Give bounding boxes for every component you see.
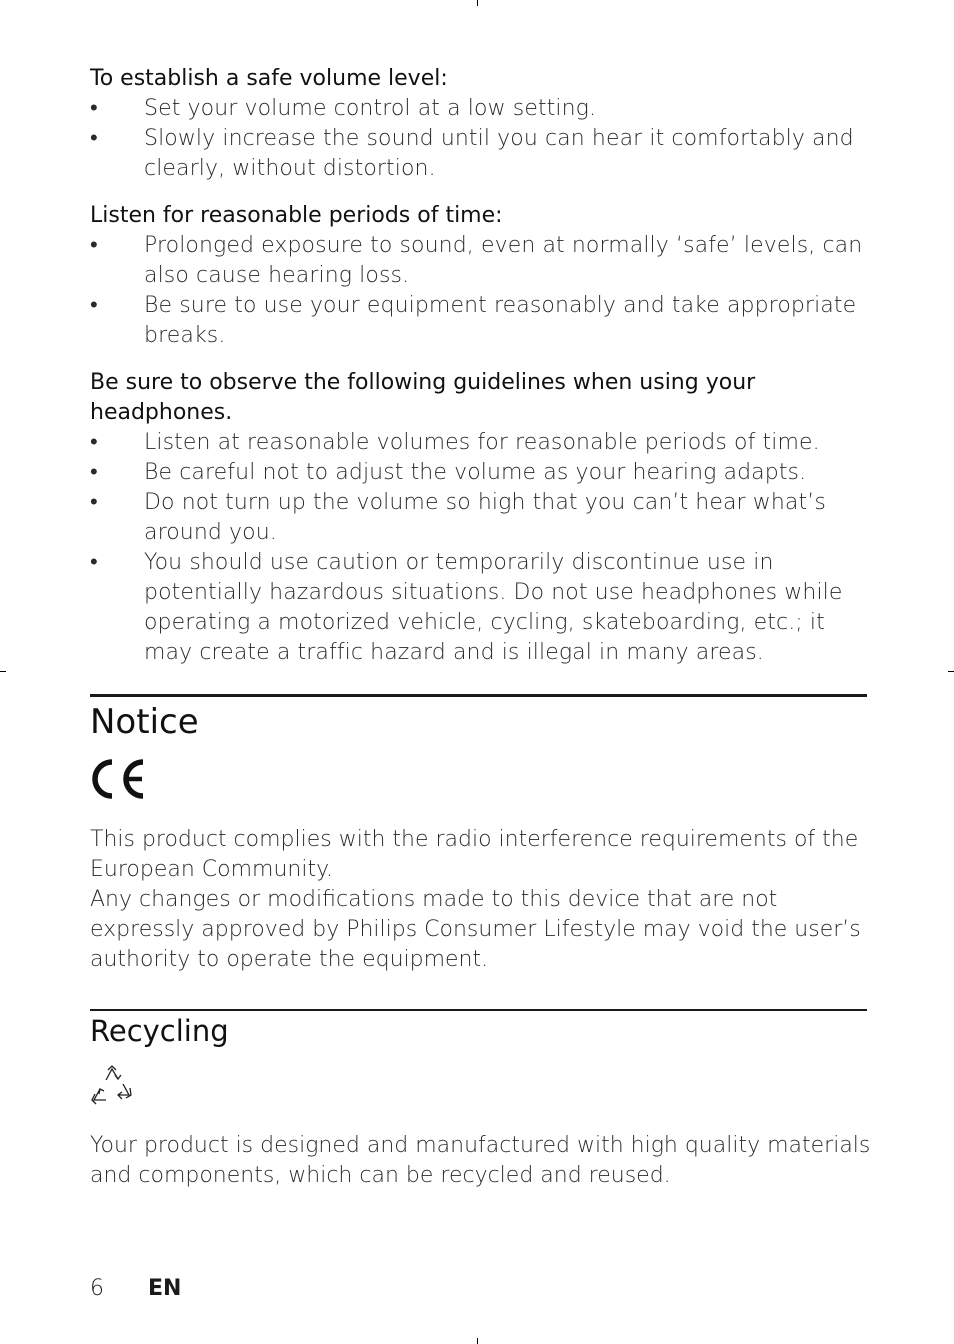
crop-mark (0, 671, 6, 672)
crop-mark (477, 1338, 478, 1344)
language-code: EN (148, 1276, 182, 1301)
list-item: • Listen at reasonable volumes for reasonable periods of time. (90, 428, 870, 458)
bullet: • (90, 96, 98, 121)
recycle-icon (90, 1064, 134, 1106)
safety-guidelines (90, 64, 870, 685)
periods-heading: Listen for reasonable periods of time: (90, 203, 503, 228)
recycling-paragraph: Your product is designed and manufactured with high quality materials and components, which can be recycled and reused. (90, 1133, 871, 1188)
ce-mark-icon (90, 758, 150, 800)
section-divider (90, 1009, 867, 1011)
safe-volume-heading: To establish a safe volume level: (90, 66, 448, 91)
guidelines-list (90, 428, 870, 668)
periods-list (90, 231, 870, 351)
page-number: 6 (90, 1276, 104, 1301)
bullet: • (90, 460, 98, 485)
list-item: • Be sure to use your equipment reasonably and take appropriate breaks. (90, 293, 857, 348)
bullet: • (90, 430, 98, 455)
list-item: • Be careful not to adjust the volume as your hearing adapts. (90, 458, 870, 488)
section-divider (90, 694, 867, 697)
bullet: • (90, 550, 98, 575)
safe-volume-list (90, 94, 870, 184)
guidelines-heading: Be sure to observe the following guidelines when using your headphones. (90, 370, 756, 425)
list-item: • Slowly increase the sound until you can hear it comfortably and clearly, without distortion. (90, 126, 854, 181)
list-item: • Set your volume control at a low setting. (90, 94, 870, 124)
recycling-title: Recycling (90, 1014, 229, 1048)
list-item: • Do not turn up the volume so high that you can’t hear what’s around you. (90, 490, 826, 545)
list-item: • Prolonged exposure to sound, even at normally ‘safe’ levels, can also cause hearing loss. (90, 233, 863, 288)
bullet: • (90, 233, 98, 258)
notice-paragraph-2: Any changes or modifications made to this device that are not expressly approved by Philips Consumer Lifestyle may void the user’s authority to operate the equipment. (90, 887, 861, 972)
bullet: • (90, 126, 98, 151)
crop-mark (948, 671, 954, 672)
crop-mark (477, 0, 478, 6)
bullet: • (90, 293, 98, 318)
bullet: • (90, 490, 98, 515)
notice-title: Notice (90, 702, 199, 742)
list-item: • You should use caution or temporarily discontinue use in potentially hazardous situations. Do not use headphones while operating a motorized vehicle, cycling, skateboarding, etc.; it may create a traffic hazard and is illegal in many areas. (90, 550, 843, 665)
notice-paragraph-1: This product complies with the radio interference requirements of the European Community. (90, 827, 859, 882)
